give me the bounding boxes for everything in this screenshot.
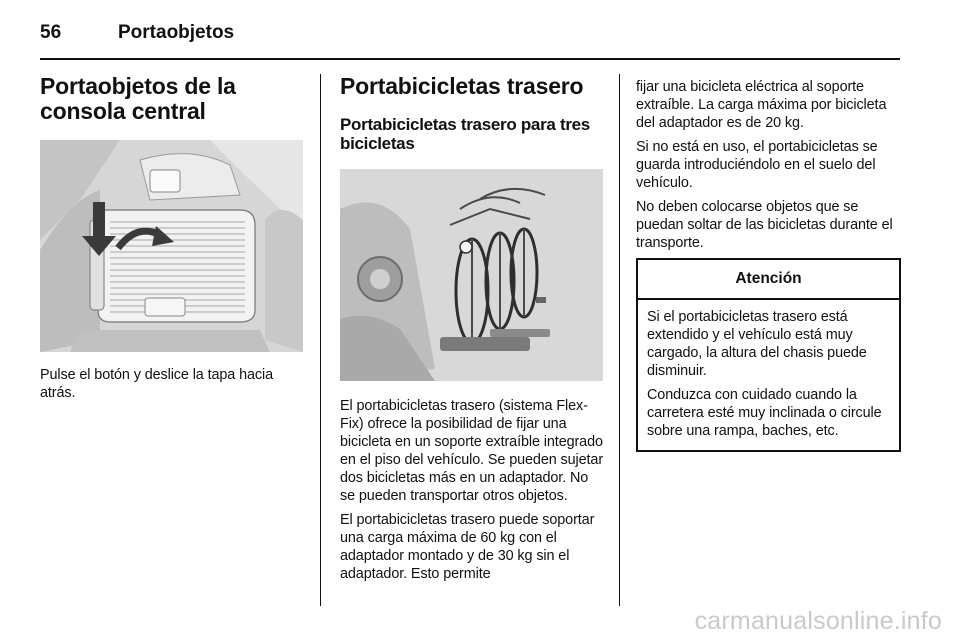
page-number: 56 [40,22,62,43]
paragraph: El portabicicletas trasero (sistema Flex-Fix) ofrece la posibilidad de fijar una bicicleta en un soporte extraíble integrado en el piso del vehículo. Se pueden sujetar dos bicicletas más en un adaptador. No se pueden transportar otros objetos. [340,398,604,504]
section-title-console: Portaobjetos de la consola central [40,73,236,124]
warning-title: Atención [638,260,899,300]
running-title: Portaobjetos [118,22,235,43]
paragraph: No deben colocarse objetos que se puedan soltar de las bicicletas durante el transporte. [636,199,893,251]
header-rule [40,58,900,60]
paragraph: fijar una bicicleta eléctrica al soporte extraíble. La carga máxima por bicicleta del adaptador es de 20 kg. [636,79,887,131]
rear-bike-carrier-illustration [340,169,603,381]
paragraph: Si no está en uso, el portabicicletas se guarda introduciéndolo en el suelo del vehículo. [636,139,878,191]
column-divider [320,74,321,606]
column-bike [340,74,604,583]
warning-box [636,258,901,452]
console-storage-illustration [40,140,303,352]
warning-paragraph: Si el portabicicletas trasero está extendido y el vehículo está muy cargado, la altura del chasis puede disminuir. [647,309,867,379]
paragraph: El portabicicletas trasero puede soportar una carga máxima de 60 kg con el adaptador montado y de 30 kg sin el adaptador. Esto permite [340,512,595,582]
warning-body [638,300,899,450]
column-console [40,74,304,402]
console-caption: Pulse el botón y deslice la tapa hacia atrás. [40,367,273,401]
section-title-bike: Portabicicletas trasero [340,73,584,99]
warning-paragraph: Conduzca con cuidado cuando la carretera esté muy inclinada o circule sobre una rampa, baches, etc. [647,387,882,439]
section-subtitle-bike: Portabicicletas trasero para tres bicicletas [340,115,590,153]
column-divider [619,74,620,606]
column-continued [636,78,902,452]
watermark: carmanualsonline.info [694,607,942,635]
